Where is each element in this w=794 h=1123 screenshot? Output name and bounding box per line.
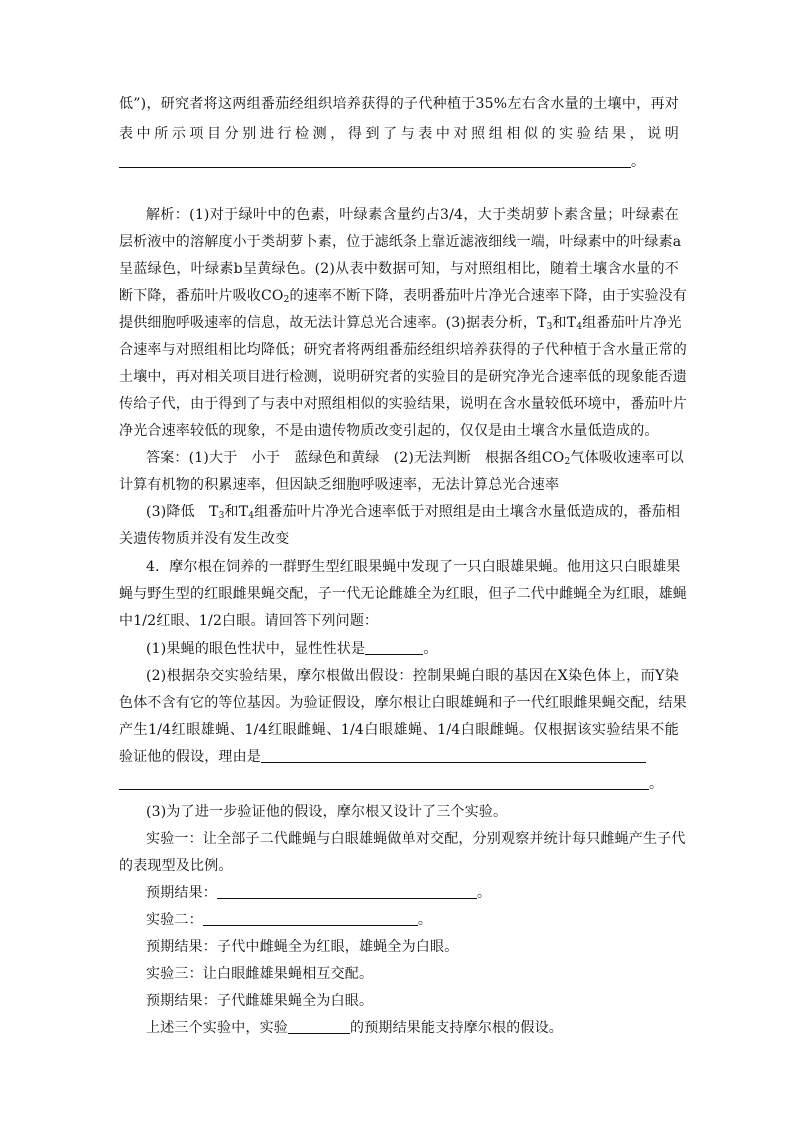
question-line: 实验三：让白眼雌雄果蝇相互交配。 <box>146 966 374 982</box>
answer-line: 计算有机物的积累速率，但因缺乏细胞呼吸速率，无法计算总光合速率 <box>119 477 560 493</box>
answer-line: 答案：(1)大于 小于 蓝绿色和黄绿 (2)无法判断 根据各组$CO_2$气体吸收速率可以 <box>146 450 684 467</box>
fill-blank[interactable] <box>261 748 646 763</box>
fill-blank[interactable] <box>119 775 649 790</box>
explanation-line: 净光合速率较低的现象，不是由遗传物质改变引起的，仅仅是由土壤含水量低造成的。 <box>119 423 659 439</box>
explanation-line: 提供细胞呼吸速率的信息，故无法计算总光合速率。(3)据表分析，$T_3$和$T_4$组番茄叶片净光 <box>119 315 682 332</box>
explanation-line: 传给子代，由于得到了与表中对照组相似的实验结果，说明在含水量较低环境中，番茄叶片 <box>119 396 687 412</box>
text-line: 表中所示项目分别进行检测，得到了与表中对照组相似的实验结果，说明 <box>119 126 679 142</box>
question-line: 预期结果： 。 <box>146 885 492 901</box>
question-line: 预期结果：子代中雌蝇全为红眼，雄蝇全为白眼。 <box>146 939 459 955</box>
fill-blank[interactable] <box>203 911 418 926</box>
fill-blank[interactable] <box>217 884 477 899</box>
answer-line: 关遗传物质并没有发生改变 <box>119 531 290 547</box>
fill-blank[interactable] <box>365 640 423 655</box>
question-line: 色体不含有它的等位基因。为验证假设，摩尔根让白眼雄蝇和子一代红眼雌果蝇交配，结果 <box>119 695 687 711</box>
question-line: 中1/2红眼、1/2白眼。请回答下列问题： <box>119 613 379 629</box>
explanation-line: 层析液中的溶解度小于类胡萝卜素，位于滤纸条上靠近滤液细线一端，叶绿素中的叶绿素a <box>119 234 682 250</box>
question-line: 产生1/4红眼雄蝇、1/4红眼雌蝇、1/4白眼雄蝇、1/4白眼雌蝇。仅根据该实验结果不能 <box>119 722 679 738</box>
question-line: 的表现型及比例。 <box>119 858 233 874</box>
explanation-line: 解析：(1)对于绿叶中的色素，叶绿素含量约占3/4，大于类胡萝卜素含量；叶绿素在 <box>146 207 679 223</box>
fill-blank[interactable] <box>119 153 631 168</box>
question-line: 验证他的假设，理由是 <box>119 747 679 767</box>
answer-blank-line: 。 <box>119 152 679 172</box>
fill-blank[interactable] <box>288 1019 350 1034</box>
explanation-line: 呈蓝绿色，叶绿素b呈黄绿色。(2)从表中数据可知，与对照组相比，随着土壤含水量的不 <box>119 261 679 277</box>
explanation-line: 断下降，番茄叶片吸收$CO_2$的速率不断下降，表明番茄叶片净光合速率下降，由于实验没有 <box>119 288 688 305</box>
question-line: 实验二： 。 <box>146 912 433 928</box>
question-line: 蝇与野生型的红眼雌果蝇交配，子一代无论雌雄全为红眼，但子二代中雌蝇全为红眼，雄蝇 <box>119 586 687 602</box>
explanation-line: 合速率与对照组相比均降低；研究者将两组番茄经组织培养获得的子代种植于含水量正常的 <box>119 342 687 358</box>
explanation-line: 土壤中，再对相关项目进行检测，说明研究者的实验目的是研究净光合速率低的现象能否遗 <box>119 369 687 385</box>
answer-line: (3)降低 $T_3$和$T_4$组番茄叶片净光合速率低于对照组是由土壤含水量低造成的，番茄相 <box>146 504 681 521</box>
question-line: 实验一：让全部子二代雌蝇与白眼雄蝇做单对交配，分别观察并统计每只雌蝇产生子代 <box>146 831 686 847</box>
question-line: (3)为了进一步验证他的假设，摩尔根又设计了三个实验。 <box>146 804 508 820</box>
question-line: 4．摩尔根在饲养的一群野生型红眼果蝇中发现了一只白眼雄果蝇。他用这只白眼雄果 <box>146 559 681 575</box>
question-line: (1)果蝇的眼色性状中，显性性状是 。 <box>146 641 438 657</box>
answer-blank-line: 。 <box>119 774 679 794</box>
question-line: (2)根据杂交实验结果，摩尔根做出假设：控制果蝇白眼的基因在X染色体上，而Y染 <box>146 668 679 684</box>
text-line: 低”)，研究者将这两组番茄经组织培养获得的子代种植于35%左右含水量的土壤中，再对 <box>119 96 679 112</box>
question-line: 上述三个实验中，实验 的预期结果能支持摩尔根的假设。 <box>146 1020 563 1036</box>
question-line: 预期结果：子代雌雄果蝇全为白眼。 <box>146 993 374 1009</box>
